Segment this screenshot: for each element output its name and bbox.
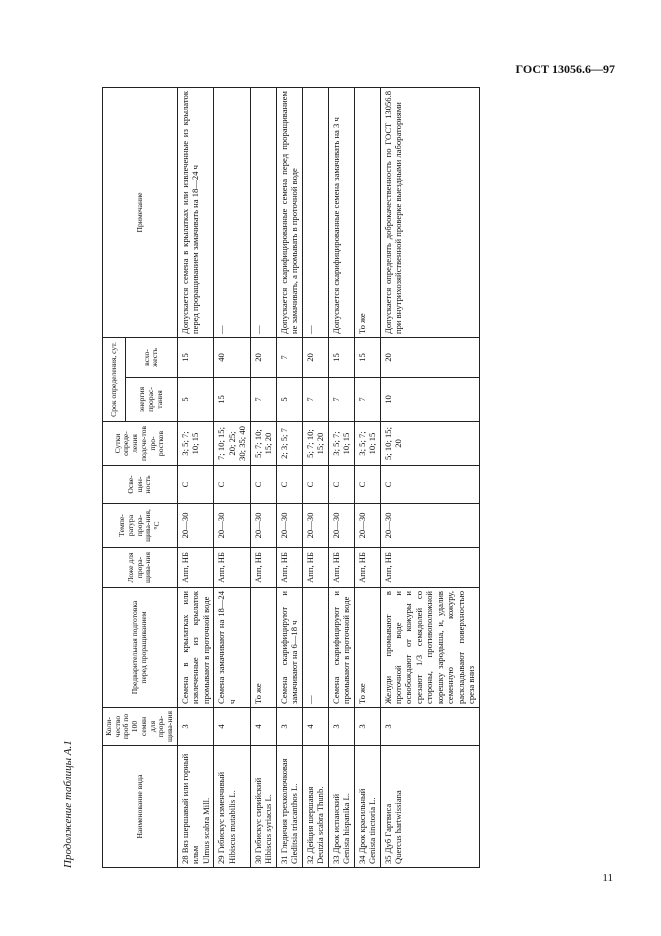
cell-germ: [214, 337, 250, 377]
cell-light: [302, 466, 328, 504]
cell-count: [177, 708, 213, 746]
header-term-group: Срок определения, сут.: [103, 337, 126, 421]
cell-temp-text: 20—30: [304, 512, 315, 539]
cell-temp: [250, 504, 276, 548]
cell-light-text: С: [382, 481, 393, 488]
cell-name: [214, 746, 250, 868]
table-row: [276, 87, 302, 867]
cell-prep: [276, 588, 302, 708]
cell-days-text: 3; 5; 7; 10; 15: [330, 431, 352, 456]
table-row: [380, 87, 479, 867]
cell-bed: [276, 548, 302, 588]
cell-days-text: 5; 7; 10; 15; 20: [252, 429, 274, 458]
cell-prep: [380, 588, 479, 708]
cell-name: [380, 746, 479, 868]
cell-bed: [177, 548, 213, 588]
cell-temp: [302, 504, 328, 548]
cell-days: [302, 422, 328, 466]
cell-temp-text: 20—30: [330, 512, 341, 539]
cell-note: [177, 87, 213, 337]
table-row: [250, 87, 276, 867]
cell-bed-text: Апп, НБ: [179, 552, 190, 583]
header-energy: энергия прорас-тания: [125, 378, 177, 422]
cell-latin-name: Gleditsia triacanthos L.: [289, 783, 300, 864]
cell-germ-text: 20: [382, 353, 393, 362]
cell-temp-text: 20—30: [216, 512, 227, 539]
header-light: Осве-щен-ность: [103, 466, 178, 504]
cell-light-text: С: [179, 481, 190, 488]
cell-name-text: 34 Дрок красильный: [356, 788, 367, 864]
table-row: [302, 87, 328, 867]
header-days: Сутки опреде-ления подсче-тов про-ростков: [103, 422, 178, 466]
cell-energy: [380, 378, 479, 422]
cell-light: [354, 466, 380, 504]
cell-count-text: 3: [356, 724, 367, 729]
table-row: [214, 87, 250, 867]
cell-energy: [328, 378, 354, 422]
cell-light: [328, 466, 354, 504]
cell-energy-text: 7: [304, 397, 315, 402]
cell-light: [276, 466, 302, 504]
cell-germ-text: 7: [278, 355, 289, 360]
cell-latin-name: Genista hispanika L.: [341, 793, 352, 864]
cell-energy-text: 10: [382, 395, 393, 404]
table-row: [328, 87, 354, 867]
header-note: Примечание: [103, 87, 178, 337]
cell-light: [177, 466, 213, 504]
cell-energy: [302, 378, 328, 422]
cell-days: [250, 422, 276, 466]
document-code: ГОСТ 13056.6—97: [515, 62, 615, 76]
cell-name: [302, 746, 328, 868]
cell-name-text: 28 Вяз шершавый или горный ильм: [179, 753, 201, 864]
cell-days-text: 5; 10; 15; 20: [382, 427, 403, 460]
cell-count: [328, 708, 354, 746]
cell-light: [214, 466, 250, 504]
cell-germ-text: 15: [179, 353, 190, 362]
cell-count: [380, 708, 479, 746]
cell-latin-name: Hibiscus syriacus L.: [263, 794, 274, 864]
cell-note-text: —: [304, 325, 315, 334]
cell-light-text: С: [216, 481, 227, 488]
cell-light-text: С: [304, 481, 315, 488]
cell-prep: [177, 588, 213, 708]
cell-note-text: То же: [356, 313, 367, 334]
cell-temp-text: 20—30: [356, 512, 367, 539]
cell-note: [214, 87, 250, 337]
cell-bed-text: Апп, НБ: [356, 552, 367, 583]
cell-bed-text: Апп, НБ: [278, 552, 289, 583]
cell-germ-text: 20: [304, 353, 315, 362]
header-name: Наименование вида: [103, 746, 178, 868]
table-body: [177, 87, 479, 867]
cell-count: [302, 708, 328, 746]
cell-name: [250, 746, 276, 868]
cell-light-text: С: [330, 481, 341, 488]
cell-note: [354, 87, 380, 337]
cell-count-text: 3: [330, 724, 341, 729]
cell-days: [380, 422, 479, 466]
cell-days: [177, 422, 213, 466]
cell-energy-text: 5: [278, 397, 289, 402]
cell-energy: [354, 378, 380, 422]
cell-prep: [328, 588, 354, 708]
cell-note-text: —: [252, 325, 263, 334]
cell-bed-text: Апп, НБ: [216, 552, 227, 583]
cell-name-text: 30 Гибискус сирийский: [252, 777, 263, 864]
cell-temp: [214, 504, 250, 548]
cell-energy: [276, 378, 302, 422]
cell-days-text: 3; 5; 7; 10; 15: [179, 431, 201, 456]
cell-latin-name: Ulmus scabra Mill.: [200, 797, 211, 864]
header-count: Коли-чество проб по 100 семян для прора-щива-ния: [103, 708, 178, 746]
cell-bed-text: Апп, НБ: [382, 552, 393, 583]
cell-count: [354, 708, 380, 746]
cell-name-text: 29 Гибискус изменчивый: [216, 771, 227, 864]
cell-prep: [214, 588, 250, 708]
cell-days: [328, 422, 354, 466]
cell-energy-text: 7: [330, 397, 341, 402]
cell-note: [276, 87, 302, 337]
cell-light-text: С: [252, 481, 263, 488]
cell-temp-text: 20—30: [252, 512, 263, 539]
cell-energy: [214, 378, 250, 422]
cell-bed: [380, 548, 479, 588]
cell-note: [328, 87, 354, 337]
cell-bed-text: Апп, НБ: [304, 552, 315, 583]
cell-temp-text: 20—30: [382, 512, 393, 539]
cell-days-text: 5; 7; 10; 15; 20: [304, 429, 326, 458]
cell-germ-text: 15: [330, 353, 341, 362]
cell-light: [380, 466, 479, 504]
cell-bed: [250, 548, 276, 588]
cell-prep-text: То же: [356, 683, 367, 704]
cell-note-text: Допускается определять доброкачественность по ГОСТ 13056.8 при внутрихозяйственной проверке выездными лабораториями: [382, 90, 403, 334]
cell-bed: [302, 548, 328, 588]
cell-name-text: 35 Дуб Гартвиса: [382, 803, 393, 864]
cell-germ: [250, 337, 276, 377]
cell-note-text: Допускается семена в крылатках или извлеченные из крылаток перед проращиванием замачивать на 18—24 ч: [179, 90, 201, 334]
cell-temp-text: 20—30: [179, 512, 190, 539]
cell-germ: [380, 337, 479, 377]
cell-germ: [276, 337, 302, 377]
cell-light: [250, 466, 276, 504]
cell-temp: [380, 504, 479, 548]
cell-energy-text: 15: [216, 395, 227, 404]
table-caption: Продолжение таблицы А.1: [62, 740, 74, 868]
cell-count: [214, 708, 250, 746]
cell-germ: [302, 337, 328, 377]
cell-prep-text: Желуди промывают в проточной воде и освобождают от кожуры и срезают 1/3 семядолей со стороны, противоположной корешку зародыша, и, удалив семенную кожуру, раскладывают поверхностью среза вниз: [382, 591, 477, 704]
seed-germination-table: [102, 87, 480, 868]
cell-light-text: С: [356, 481, 367, 488]
cell-note: [380, 87, 479, 337]
cell-latin-name: Quercus hartwissiana: [392, 790, 403, 864]
cell-count: [250, 708, 276, 746]
cell-name: [354, 746, 380, 868]
page-number: 11: [602, 872, 613, 884]
cell-count: [276, 708, 302, 746]
cell-name: [177, 746, 213, 868]
cell-count-text: 4: [252, 724, 263, 729]
cell-days-text: 2; 3; 5; 7: [278, 428, 289, 459]
header-germ: всхо-жесть: [125, 337, 177, 377]
cell-days: [214, 422, 250, 466]
cell-germ: [354, 337, 380, 377]
header-temp: Темпе-ратура прора-щива-ния, °С: [103, 504, 178, 548]
cell-energy-text: 7: [356, 397, 367, 402]
cell-germ: [328, 337, 354, 377]
cell-name-text: 33 Дрок испанский: [330, 793, 341, 864]
cell-temp-text: 20—30: [278, 512, 289, 539]
cell-germ: [177, 337, 213, 377]
cell-count-text: 3: [382, 724, 393, 729]
cell-energy: [250, 378, 276, 422]
rotated-table-container: [102, 88, 597, 868]
cell-name-text: 31 Гледичия трехколючковая: [278, 758, 289, 864]
cell-germ-text: 20: [252, 353, 263, 362]
cell-prep-text: Семена замачивают на 18—24 ч: [216, 591, 237, 704]
cell-prep-text: Семена в крылатках или извлеченные из крылаток промывают в проточной воде: [179, 591, 211, 704]
cell-latin-name: Deutzia scabra Thunb.: [315, 786, 326, 864]
cell-prep-text: То же: [252, 683, 263, 704]
cell-name: [276, 746, 302, 868]
cell-temp: [276, 504, 302, 548]
cell-note: [250, 87, 276, 337]
cell-germ-text: 15: [356, 353, 367, 362]
cell-temp: [354, 504, 380, 548]
cell-prep: [354, 588, 380, 708]
cell-light-text: С: [278, 481, 289, 488]
cell-count-text: 3: [278, 724, 289, 729]
cell-note-text: Допускается скарифицированные семена перед проращиванием не замачивать, а промывать в проточной воде: [278, 90, 300, 334]
cell-note-text: —: [216, 325, 227, 334]
cell-count-text: 4: [216, 724, 227, 729]
header-bed: Ложе для прора-щива-ния: [103, 548, 178, 588]
cell-note: [302, 87, 328, 337]
cell-name-text: 32 Дейция шершавая: [304, 786, 315, 864]
cell-latin-name: Genista tinctoria L.: [367, 797, 378, 864]
cell-days: [276, 422, 302, 466]
cell-latin-name: Hibiscus mutabilis L.: [226, 790, 237, 864]
header-prep: Предварительная подготовка перед проращиванием: [103, 588, 178, 708]
cell-energy-text: 5: [179, 397, 190, 402]
cell-energy-text: 7: [252, 397, 263, 402]
cell-energy: [177, 378, 213, 422]
cell-days-text: 3; 5; 7; 10; 15: [356, 431, 378, 456]
cell-prep-text: Семена скарифицируют и промывают в проточной воде: [330, 591, 352, 704]
cell-prep: [302, 588, 328, 708]
cell-temp: [177, 504, 213, 548]
table-row: [354, 87, 380, 867]
table-row: [177, 87, 213, 867]
cell-prep: [250, 588, 276, 708]
cell-bed-text: Апп, НБ: [252, 552, 263, 583]
cell-days-text: 7; 10; 15; 20; 25; 30; 35; 40: [216, 426, 248, 461]
cell-count-text: 3: [179, 724, 190, 729]
cell-bed: [354, 548, 380, 588]
cell-temp: [328, 504, 354, 548]
cell-note-text: Допускается скарифицированные семена замачивать на 3 ч: [330, 117, 341, 334]
cell-count-text: 4: [304, 724, 315, 729]
cell-bed: [214, 548, 250, 588]
header-row: [103, 87, 126, 867]
cell-bed: [328, 548, 354, 588]
cell-prep-text: Семена скарифицируют и замачивают на 6—18 ч: [278, 591, 300, 704]
cell-bed-text: Апп, НБ: [330, 552, 341, 583]
cell-name: [328, 746, 354, 868]
cell-prep-text: —: [304, 695, 315, 704]
cell-germ-text: 40: [216, 353, 227, 362]
cell-days: [354, 422, 380, 466]
